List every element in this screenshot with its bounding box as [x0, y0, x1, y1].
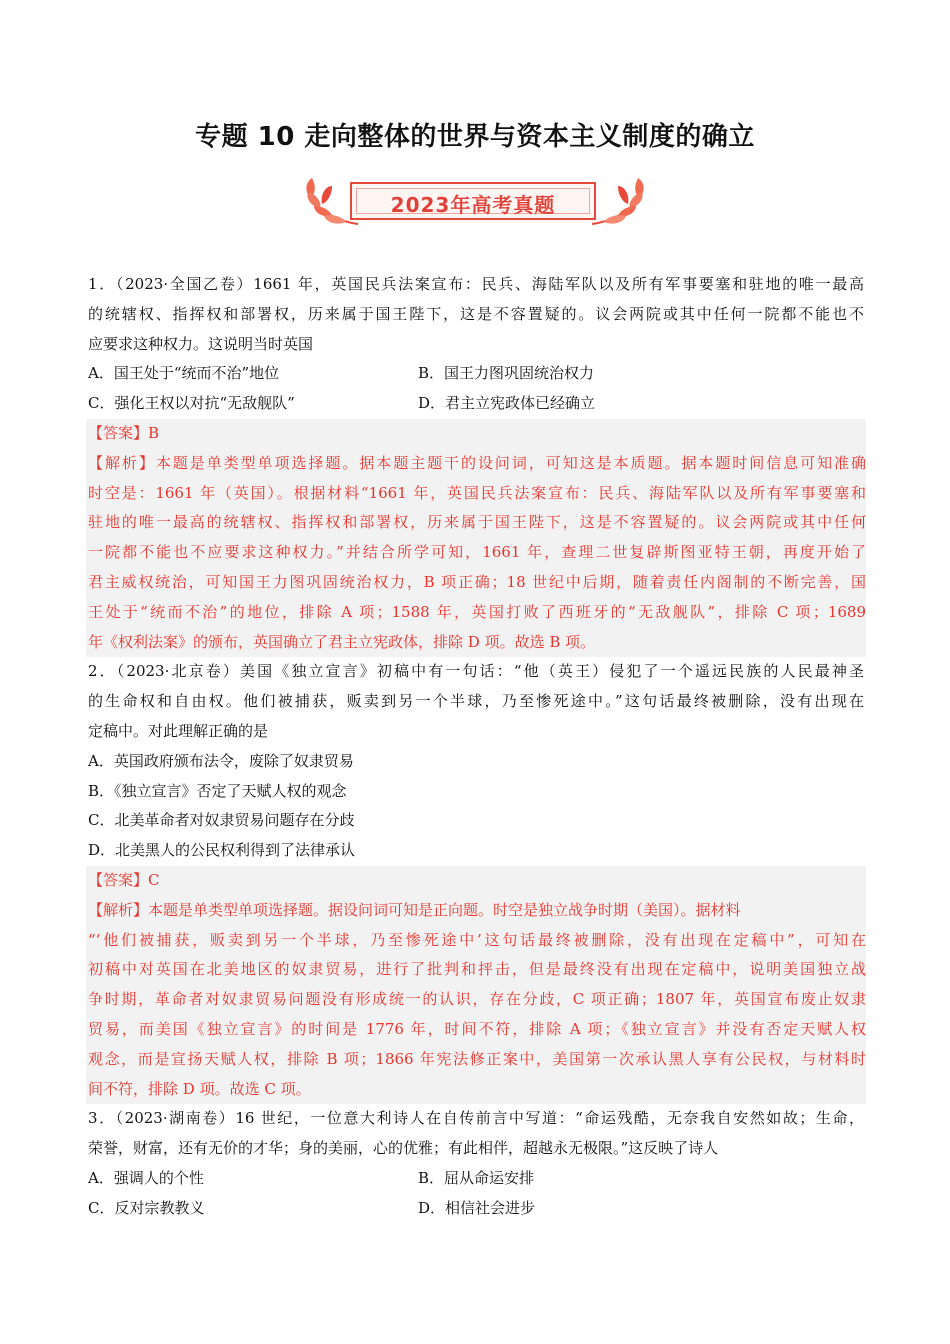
question-stem-line: 2．（2023·北京卷）美国《独立宣言》初稿中有一句话：“他（英王）侵犯了一个遥远民族的人民最神圣 — [88, 662, 864, 681]
analysis-line: 观念，而是宣扬天赋人权，排除 B 项；1866 年宪法修正案中，美国第一次承认黑人享有公民权，与材料时 — [88, 1049, 866, 1068]
answer-block — [86, 866, 866, 1104]
analysis-line: 争时期，革命者对奴隶贸易问题没有形成统一的认识，存在分歧，C 项正确；1807 年，英国宣布废止奴隶 — [88, 990, 866, 1009]
option-row — [88, 389, 864, 419]
answer-label: 【答案】B — [88, 423, 160, 442]
option-b: B．屈从命运安排 — [418, 1168, 535, 1187]
analysis-line: 驻地的唯一最高的统辖权、指挥权和部署权，历来属于国王陛下，这是不容置疑的。议会两院或其中任何 — [88, 513, 866, 532]
analysis-line: 王处于“统而不治”的地位，排除 A 项；1588 年，英国打败了西班牙的“无敌舰队”，排除 C 项；1689 — [88, 602, 866, 621]
analysis-line: 贸易，而美国《独立宣言》的时间是 1776 年，时间不符，排除 A 项；《独立宣言》并没有否定天赋人权 — [88, 1019, 866, 1038]
answer-block — [86, 419, 866, 657]
analysis-line: 君主威权统治，可知国王力图巩固统治权力，B 项正确；18 世纪中后期，随着责任内阁制的不断完善，国 — [88, 572, 866, 591]
option-b: B．国王力图巩固统治权力 — [418, 364, 595, 383]
option-row — [88, 1194, 864, 1224]
option-d: D．君主立宪政体已经确立 — [418, 394, 596, 413]
analysis-line: 年《权利法案》的颁布，英国确立了君主立宪政体，排除 D 项。故选 B 项。 — [88, 632, 596, 651]
analysis-line: 时空是：1661 年（英国）。根据材料“1661 年，英国民兵法案宣布：民兵、海陆军队以及所有军事要塞和 — [88, 483, 866, 502]
analysis-line: 一院都不能也不应要求这种权力。”并结合所学可知，1661 年，查理二世复辟斯图亚特王朝，再度开始了 — [88, 543, 866, 562]
analysis-line: 【解析】本题是单类型单项选择题。据设问词可知是正向题。时空是独立战争时期（美国）。据材料 — [88, 900, 741, 919]
option-b: B．《独立宣言》否定了天赋人权的观念 — [88, 781, 347, 800]
option-a: A．国王处于“统而不治”地位 — [88, 364, 280, 383]
right-laurel-icon — [586, 176, 648, 236]
option-d: D．相信社会进步 — [418, 1198, 536, 1217]
option-c: C．反对宗教教义 — [88, 1198, 205, 1217]
option-d: D．北美黑人的公民权利得到了法律承认 — [88, 841, 356, 860]
section-banner — [302, 176, 648, 236]
option-row — [88, 1164, 864, 1194]
question-stem-line: 的统辖权、指挥权和部署权，历来属于国王陛下，这是不容置疑的。议会两院或其中任何一院都不能也不 — [88, 304, 864, 323]
question-stem-line: 3．（2023·湖南卷）16 世纪，一位意大利诗人在自传前言中写道：“命运残酷，无奈我自安然如故；生命， — [88, 1109, 864, 1128]
question-1 — [88, 270, 864, 657]
option-c: C．北美革命者对奴隶贸易问题存在分歧 — [88, 811, 355, 830]
page-title: 专题 10 走向整体的世界与资本主义制度的确立 — [195, 122, 755, 152]
analysis-line: 【解析】本题是单类型单项选择题。据本题主题干的设问词，可知这是本质题。据本题时间信息可知准确 — [88, 453, 866, 472]
question-2 — [88, 657, 864, 1104]
banner-label: 2023年高考真题 — [390, 193, 556, 217]
question-stem-line: 应要求这种权力。这说明当时英国 — [88, 334, 314, 353]
option-row — [88, 359, 864, 389]
question-stem-line: 定稿中。对此理解正确的是 — [88, 721, 269, 740]
question-3 — [88, 1104, 864, 1223]
question-stem-line: 的生命权和自由权。他们被捕获，贩卖到另一个半球，乃至惨死途中。”这句话最终被删除，没有出现在 — [88, 692, 864, 711]
option-c: C．强化王权以对抗“无敌舰队” — [88, 394, 295, 413]
answer-label: 【答案】C — [88, 870, 160, 889]
option-a: A．英国政府颁布法令，废除了奴隶贸易 — [88, 751, 354, 770]
question-stem-line: 荣誉，财富，还有无价的才华；身的美丽，心的优雅；有此相伴，超越永无极限。”这反映了诗人 — [88, 1139, 719, 1158]
question-list — [88, 270, 864, 1224]
banner-frame — [350, 182, 596, 220]
analysis-line: 间不符，排除 D 项。故选 C 项。 — [88, 1079, 311, 1098]
analysis-line: 初稿中对英国在北美地区的奴隶贸易，进行了批判和抨击，但是最终没有出现在定稿中，说明美国独立战 — [88, 960, 866, 979]
option-a: A．强调人的个性 — [88, 1168, 204, 1187]
question-stem-line: 1．（2023·全国乙卷）1661 年，英国民兵法案宣布：民兵、海陆军队以及所有军事要塞和驻地的唯一最高 — [88, 275, 864, 293]
analysis-line: “‘他们被捕获，贩卖到另一个半球，乃至惨死途中’这句话最终被删除，没有出现在定稿中”，可知在 — [88, 930, 866, 949]
